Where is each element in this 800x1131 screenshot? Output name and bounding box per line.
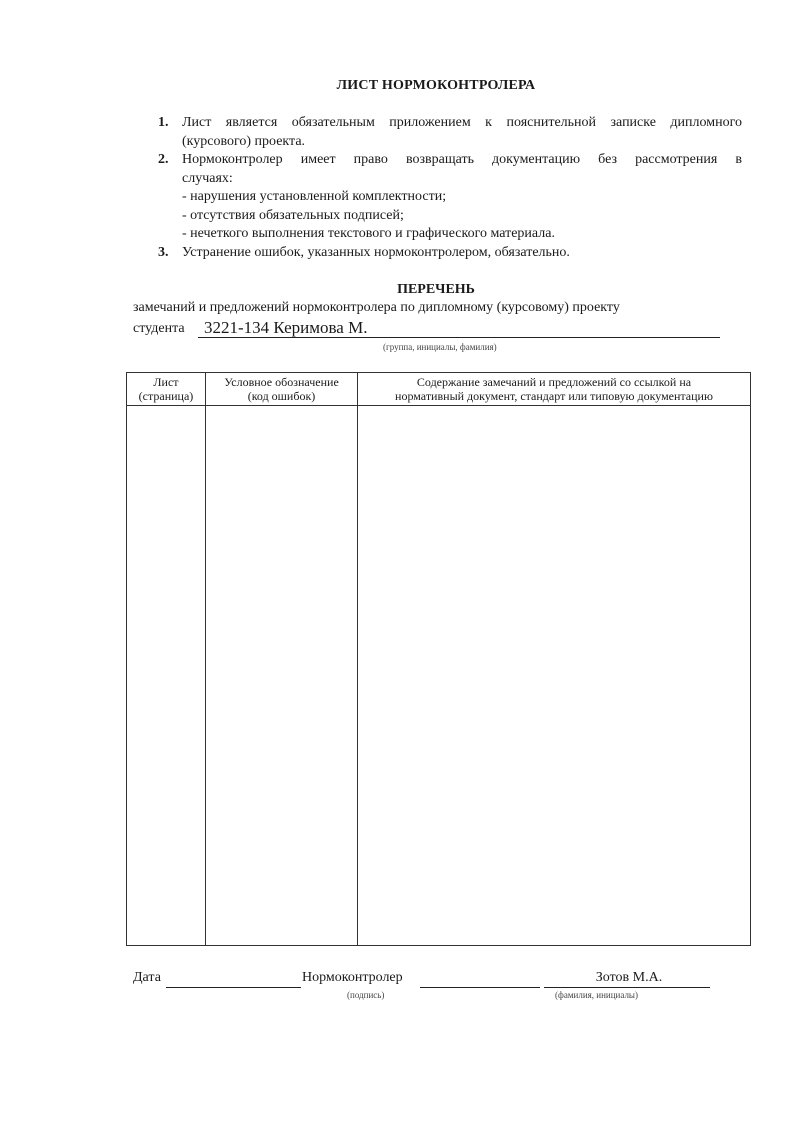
student-label: студента: [133, 321, 185, 336]
table-cell-content[interactable]: [358, 406, 751, 946]
name-caption: (фамилия, инициалы): [555, 990, 638, 1000]
column-header-code: [206, 373, 358, 406]
rule-text: Лист является обязательным приложением к пояснительной записке дипломного: [182, 115, 742, 130]
student-caption: (группа, инициалы, фамилия): [383, 342, 497, 352]
page-title: ЛИСТ НОРМОКОНТРОЛЕРА: [336, 78, 536, 93]
table-header-row: [127, 373, 751, 406]
column-header-content: [358, 373, 751, 406]
date-label: Дата: [133, 970, 161, 985]
signature-field-line[interactable]: [420, 987, 540, 988]
rule-number: 3.: [158, 244, 169, 260]
rule-item-2: [160, 151, 742, 244]
column-header-sheet: [127, 373, 206, 406]
controller-label: Нормоконтролер: [302, 970, 403, 985]
rule-number: 1.: [158, 115, 169, 130]
table-cell-sheet[interactable]: [127, 406, 206, 946]
date-field-line[interactable]: [166, 987, 301, 988]
column-header-line: (код ошибок): [247, 389, 316, 403]
rule-text: Устранение ошибок, указанных нормоконтролером, обязательно.: [182, 244, 570, 260]
table-cell-code[interactable]: [206, 406, 358, 946]
rule-number: 2.: [158, 152, 169, 167]
column-header-line: Содержание замечаний и предложений со ссылкой на: [416, 375, 692, 389]
column-header-line: Условное обозначение: [224, 375, 339, 389]
rules-list: [160, 114, 742, 262]
rule-text: Нормоконтролер имеет право возвращать документацию без рассмотрения в: [182, 152, 742, 167]
rule-subitem: - нарушения установленной комплектности;: [182, 189, 447, 204]
controller-name: Зотов М.А.: [595, 970, 663, 985]
student-field[interactable]: 3221-134 Керимова М.: [198, 318, 720, 338]
column-header-line: Лист: [153, 375, 179, 389]
rule-item-1: [160, 114, 742, 151]
rule-subitem: - нечеткого выполнения текстового и графического материала.: [182, 226, 555, 241]
column-header-line: нормативный документ, стандарт или типовую документацию: [395, 389, 713, 403]
table-body-row: [127, 406, 751, 946]
signature-footer: [133, 970, 733, 990]
signature-caption: (подпись): [347, 990, 385, 1000]
rule-item-3: [160, 244, 742, 263]
remarks-table: [126, 372, 751, 946]
student-line: [133, 318, 723, 340]
name-field-line: [544, 987, 710, 988]
rule-text: случаях:: [182, 170, 233, 186]
rule-text: (курсового) проекта.: [182, 133, 306, 149]
list-description: замечаний и предложений нормоконтролера по дипломному (курсовому) проекту: [133, 300, 620, 315]
list-heading: ПЕРЕЧЕНЬ: [397, 282, 475, 297]
rule-subitem: - отсутствия обязательных подписей;: [182, 207, 404, 223]
column-header-line: (страница): [138, 389, 194, 403]
